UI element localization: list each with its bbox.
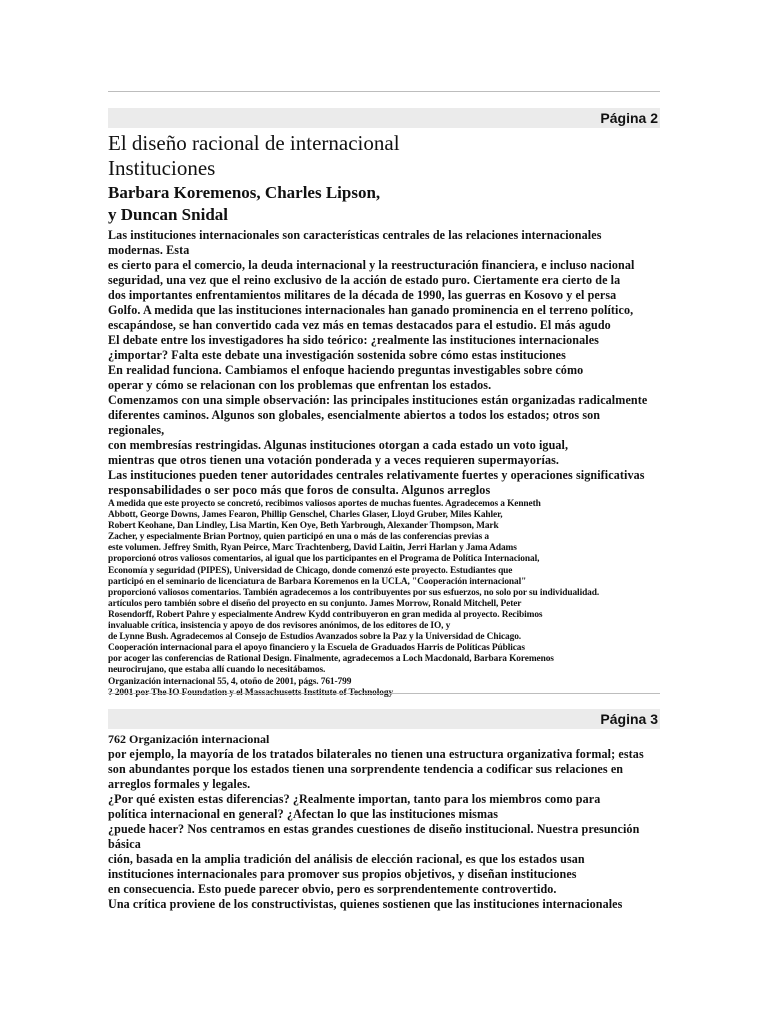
body-line: ¿puede hacer? Nos centramos en estas grandes cuestiones de diseño institucional. Nuestra presunción	[108, 822, 640, 836]
body-line: arreglos formales y legales.	[108, 777, 251, 791]
body-line: ¿Por qué existen estas diferencias? ¿Realmente importan, tanto para los miembros como para	[108, 792, 601, 806]
body-line: seguridad, una vez que el reino exclusivo de la acción de estado puro. Ciertamente era cierto de la	[108, 273, 621, 287]
body-line: Golfo. A medida que las instituciones internacionales han ganado prominencia en el terreno político,	[108, 303, 634, 317]
footnote-line: participó en el seminario de licenciatura de Barbara Koremenos en la UCLA, "Cooperación internacional"	[108, 576, 527, 587]
footnote-line: invaluable crítica, insistencia y apoyo de dos revisores anónimos, de los editores de IO, y	[108, 621, 451, 632]
footnote-line: Cooperación internacional para el apoyo financiero y la Escuela de Graduados Harris de Políticas Públicas	[108, 643, 525, 654]
page-number-label: Página 2	[600, 110, 658, 126]
footnote-line: ? 2001 por The IO Foundation y el Massachusetts Institute of Technology	[108, 687, 394, 698]
body-line: son abundantes porque los estados tienen una sorprendente tendencia a codificar sus relaciones en	[108, 762, 624, 776]
body-line: instituciones internacionales para promover sus propios objetivos, y diseñan instituciones	[108, 867, 577, 881]
footnote-line: Zacher, y especialmente Brian Portnoy, quien participó en una o más de las conferencias previas a	[108, 532, 490, 543]
body-line: ción, basada en la amplia tradición del análisis de elección racional, es que los estados usan	[108, 852, 585, 866]
body-line: con membresías restringidas. Algunas instituciones otorgan a cada estado un voto igual,	[108, 438, 569, 452]
page-divider-top	[108, 91, 660, 92]
body-line: mientras que otros tienen una votación ponderada y a veces requieren supermayorías.	[108, 453, 560, 467]
page-2	[108, 108, 660, 699]
footnote-line: proporcionó otros valiosos comentarios, al igual que los participantes en el Programa de Política Internacional,	[108, 554, 540, 565]
page-2-header	[108, 108, 660, 128]
footnote-line: A medida que este proyecto se concretó, recibimos valiosos aportes de muchas fuentes. Agradecemos a Kenneth	[108, 499, 541, 509]
body-line: por ejemplo, la mayoría de los tratados bilaterales no tienen una estructura organizativa formal; estas	[108, 747, 644, 761]
body-line: Las instituciones pueden tener autoridades centrales relativamente fuertes y operaciones significativas	[108, 468, 645, 482]
body-line: escapándose, se han convertido cada vez más en temas destacados para el estudio. El más agudo	[108, 318, 611, 332]
body-line: dos importantes enfrentamientos militares de la década de 1990, las guerras en Kosovo y el persa	[108, 288, 617, 302]
body-line: responsabilidades o ser poco más que foros de consulta. Algunos arreglos	[108, 483, 491, 497]
footnote-line: este volumen. Jeffrey Smith, Ryan Peirce, Marc Trachtenberg, David Laitin, Jerri Harlan y Jama Adams	[108, 543, 517, 554]
body-line: Comenzamos con una simple observación: las principales instituciones están organizadas radicalmente	[108, 393, 648, 407]
body-line: En realidad funciona. Cambiamos el enfoque haciendo preguntas investigables sobre cómo	[108, 363, 584, 377]
body-line: regionales,	[108, 423, 165, 437]
page-divider	[108, 693, 660, 694]
footnote-line: de Lynne Bush. Agradecemos al Consejo de Estudios Avanzados sobre la Paz y la Universidad de Chicago.	[108, 632, 522, 643]
body-line: diferentes caminos. Algunos son globales, esencialmente abiertos a todos los estados; otros son	[108, 408, 601, 422]
footnote-line: Economía y seguridad (PIPES), Universidad de Chicago, donde comenzó este proyecto. Estudiantes que	[108, 565, 513, 576]
authors	[108, 182, 660, 226]
body-line: operar y cómo se relacionan con los problemas que enfrentan los estados.	[108, 378, 492, 392]
page-3-header	[108, 709, 660, 729]
footnote-line: Organización internacional 55, 4, otoño de 2001, págs. 761-799	[108, 676, 352, 687]
running-header: 762 Organización internacional	[108, 732, 270, 746]
authors-line: Barbara Koremenos, Charles Lipson,	[108, 183, 381, 202]
body-line: El debate entre los investigadores ha sido teórico: ¿realmente las instituciones internacionales	[108, 333, 599, 347]
title-line: El diseño racional de internacional	[108, 131, 400, 155]
footnote	[108, 499, 660, 699]
body-text	[108, 228, 660, 498]
page-3	[108, 709, 660, 912]
body-line: es cierto para el comercio, la deuda internacional y la reestructuración financiera, e incluso nacional	[108, 258, 635, 272]
footnote-line: Abbott, George Downs, James Fearon, Phillip Genschel, Charles Glaser, Lloyd Gruber, Miles Kahler,	[108, 510, 503, 521]
body-line: Las instituciones internacionales son características centrales de las relaciones internacionales	[108, 228, 602, 242]
body-line: en consecuencia. Esto puede parecer obvio, pero es sorprendentemente controvertido.	[108, 882, 557, 896]
footnote-line: neurocirujano, que estaba allí cuando lo necesitábamos.	[108, 665, 326, 676]
footnote-line: Rosendorff, Robert Pahre y especialmente Andrew Kydd contribuyeron en gran medida al proyecto. Recibimos	[108, 609, 543, 620]
footnote-line: Robert Keohane, Dan Lindley, Lisa Martin, Ken Oye, Beth Yarbrough, Alexander Thompson, Mark	[108, 521, 499, 532]
authors-line: y Duncan Snidal	[108, 205, 228, 224]
footnote-line: por acoger las conferencias de Rational Design. Finalmente, agradecemos a Loch Macdonald, Barbara Koremenos	[108, 654, 554, 665]
body-text	[108, 747, 660, 912]
document-title	[108, 131, 660, 181]
body-line: modernas. Esta	[108, 243, 190, 257]
body-line: política internacional en general? ¿Afectan lo que las instituciones mismas	[108, 807, 499, 821]
title-line: Instituciones	[108, 156, 216, 180]
body-line: básica	[108, 837, 141, 851]
body-line: Una crítica proviene de los constructivistas, quienes sostienen que las instituciones internacionales	[108, 897, 623, 911]
footnote-line: proporcionó valiosos comentarios. También agradecemos a los contribuyentes por sus esfuerzos, no solo por su individualidad.	[108, 587, 600, 598]
page-number-label: Página 3	[600, 711, 658, 727]
body-line: ¿importar? Falta este debate una investigación sostenida sobre cómo estas instituciones	[108, 348, 566, 362]
footnote-line: artículos pero también sobre el diseño del proyecto en su conjunto. James Morrow, Ronald Mitchell, Peter	[108, 598, 522, 609]
